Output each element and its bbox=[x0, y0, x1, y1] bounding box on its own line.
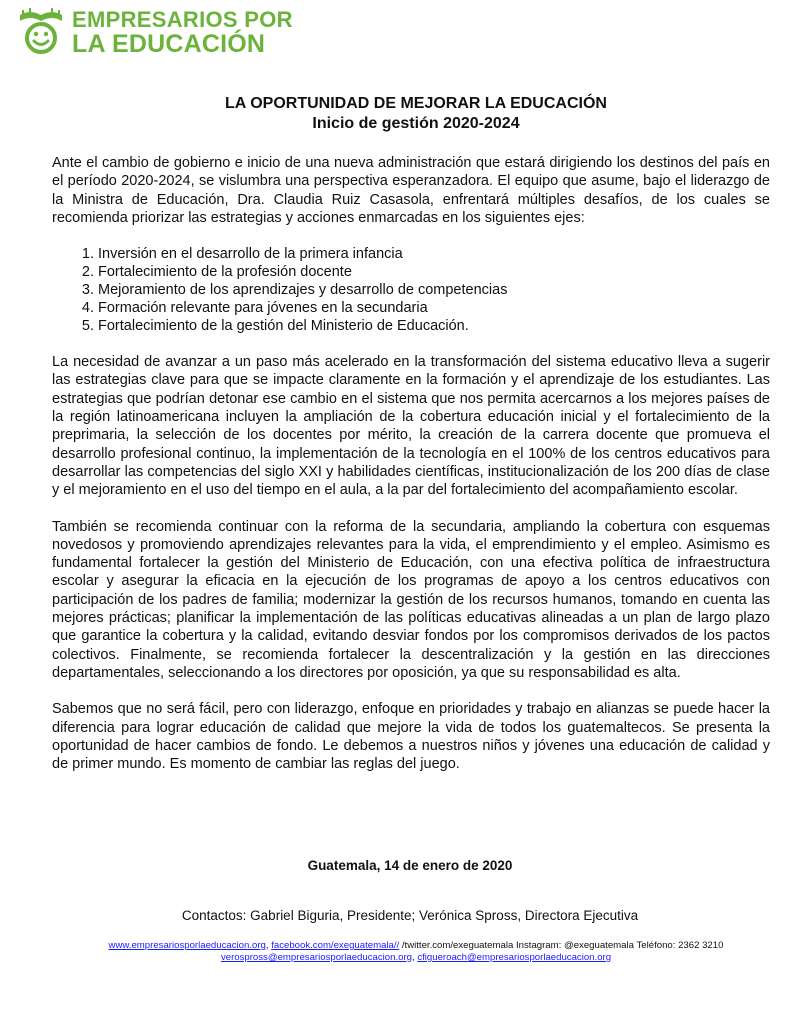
smiling-book-icon bbox=[18, 6, 64, 54]
list-item: 3. Mejoramiento de los aprendizajes y desarrollo de competencias bbox=[98, 281, 770, 299]
footer-row-2: verospross@empresariosporlaeducacion.org, cfigueroach@empresariosporlaeducacion.org bbox=[220, 952, 612, 963]
title-line-2: Inicio de gestión 2020-2024 bbox=[312, 115, 520, 132]
logo-line-2: LA EDUCACIÓN bbox=[72, 30, 266, 58]
footer-row-1: www.empresariosporlaeducacion.org, facebook.com/exeguatemala// /twitter.com/exeguatemala Instagram: @exeguatemala Teléfono: 2362 3210 bbox=[108, 940, 724, 951]
website-link[interactable]: www.empresariosporlaeducacion.org bbox=[108, 940, 266, 951]
email-link-figueroa[interactable]: cfigueroach@empresariosporlaeducacion.org bbox=[417, 952, 612, 963]
list-item: 2. Fortalecimiento de la profesión docente bbox=[98, 263, 770, 281]
list-item: 1. Inversión en el desarrollo de la primera infancia bbox=[98, 245, 770, 263]
list-item: 5. Fortalecimiento de la gestión del Ministerio de Educación. bbox=[98, 317, 770, 335]
document-title bbox=[0, 94, 804, 134]
logo-wordmark bbox=[72, 8, 293, 56]
social-phone-text: /twitter.com/exeguatemala Instagram: @exeguatemala Teléfono: 2362 3210 bbox=[399, 940, 724, 951]
document-body bbox=[52, 154, 770, 773]
footer-links bbox=[0, 940, 804, 964]
organization-logo bbox=[18, 6, 293, 56]
intro-paragraph: Ante el cambio de gobierno e inicio de una nueva administración que estará dirigiendo los destinos del país en el período 2020-2024, se vislumbra una perspectiva esperanzadora. El equipo que asume, bajo el liderazgo de la Ministra de Educación, Dra. Claudia Ruiz Casasola, enfrentará múltiples desafíos, de los cuales se recomienda priorizar las estrategias y acciones enmarcadas en los siguientes ejes: bbox=[52, 155, 770, 226]
strategies-paragraph: La necesidad de avanzar a un paso más acelerado en la transformación del sistema educativo lleva a sugerir las estrategias clave para que se impacte claramente en la formación y el aprendizaje de los estudiantes. Las estrategias que podrían detonar ese cambio en el sistema que nos permita acercarnos a los mejores países de la región latinoamericana incluyen la ampliación de la cobertura educación inicial y el fortalecimiento de la preprimaria, la selección de los docentes por mérito, la creación de la carrera docente que promueva el desarrollo profesional continuo, la implementación de la tecnología en el 100% de los centros educativos para desarrollar las competencias del siglo XXI y habilidades científicas, institucionalización de los 200 días de clase y el mejoramiento en el uso del tiempo en el aula, a la par del fortalecimiento del acompañamiento escolar. bbox=[52, 354, 770, 499]
contacts-line: Contactos: Gabriel Biguria, Presidente; Verónica Spross, Directora Ejecutiva bbox=[181, 908, 639, 923]
dateline: Guatemala, 14 de enero de 2020 bbox=[307, 858, 513, 873]
closing-paragraph: Sabemos que no será fácil, pero con liderazgo, enfoque en prioridades y trabajo en alianzas se puede hacer la diferencia para lograr educación de calidad que mejore la vida de todos los guatemaltecos. Se presenta la oportunidad de hacer cambios de fondo. Le debemos a nuestros niños y jóvenes una educación de calidad y de primer mundo. Es momento de cambiar las reglas del juego. bbox=[52, 701, 770, 773]
logo-line-1: EMPRESARIOS POR bbox=[72, 7, 293, 32]
title-line-1: LA OPORTUNIDAD DE MEJORAR LA EDUCACIÓN bbox=[225, 95, 607, 112]
email-link-spross[interactable]: verospross@empresariosporlaeducacion.org bbox=[220, 952, 412, 963]
secondary-reform-paragraph: También se recomienda continuar con la reforma de la secundaria, ampliando la cobertura con esquemas novedosos y promoviendo aprendizajes relevantes para la vida, el emprendimiento y el empleo. Asimismo es fundamental fortalecer la gestión del Ministerio de Educación, con una efectiva política de infraestructura escolar y asegurar la eficacia en la ejecución de los programas de apoyo a los centros educativos con participación de los padres de familia; modernizar la gestión de los recursos humanos, tomando en cuenta las mejores prácticas; planificar la implementación de las políticas educativas alineadas a un plan de largo plazo que garantice la cobertura y la calidad, evitando desviar fondos por los compromisos derivados de los pactos colectivos. Finalmente, se recomienda fortalecer la descentralización y la gestión en las direcciones departamentales, seleccionando a los directores por oposición, ya que su responsabilidad es alta. bbox=[52, 518, 770, 681]
list-item: 4. Formación relevante para jóvenes en la secundaria bbox=[98, 299, 770, 317]
facebook-link[interactable]: facebook.com/exeguatemala// bbox=[271, 940, 400, 951]
axes-list bbox=[52, 245, 770, 335]
